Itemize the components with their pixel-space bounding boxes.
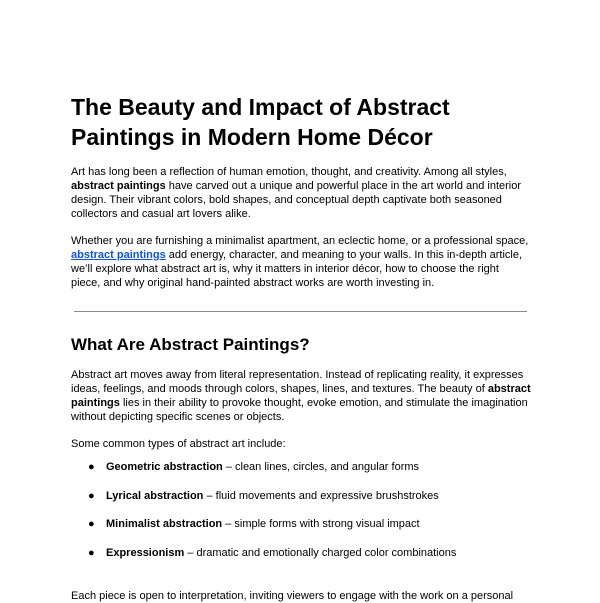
list-item <box>71 489 531 518</box>
bullet-icon: ● <box>88 489 95 502</box>
article-title: The Beauty and Impact of Abstract Paintings in Modern Home Décor <box>71 94 450 150</box>
abstract-types-list <box>71 460 531 574</box>
section-paragraph-1 <box>71 368 531 424</box>
intro-p1-bold-term: abstract paintings <box>71 180 166 192</box>
list-item-term: Expressionism <box>106 546 185 559</box>
intro-p1-text-start: Art has long been a reflection of human emotion, thought, and creativity. Among all styles, <box>71 166 507 178</box>
bullet-icon: ● <box>88 461 95 473</box>
bullet-icon: ● <box>88 518 95 530</box>
intro-p2-text-end: add energy, character, and meaning to your walls. In this in-depth article, we’ll explore what abstract art is, why it matters in interior décor, how to choose the right piece, and why original hand-painted abstract works are worth investing in. <box>71 249 523 289</box>
list-item-term: Lyrical abstraction <box>106 489 204 502</box>
intro-paragraph-2 <box>71 234 531 290</box>
list-item-term: Minimalist abstraction <box>106 518 223 530</box>
list-item-term: Geometric abstraction <box>106 461 223 473</box>
list-item <box>71 460 531 489</box>
intro-p1-text-end: have carved out a unique and powerful place in the art world and interior design. Their vibrant colors, bold shapes, and conceptual depth captivate both seasoned collectors and casual art lovers alike. <box>71 180 522 220</box>
list-item <box>71 546 531 575</box>
intro-p2-text-start: Whether you are furnishing a minimalist apartment, an eclectic home, or a professional space, <box>71 235 529 247</box>
intro-paragraph-1 <box>71 165 531 221</box>
section-p1-text-start: Abstract art moves away from literal representation. Instead of replicating reality, it expresses ideas, feelings, and moods through colors, shapes, lines, and textures. The beauty of <box>71 369 524 395</box>
list-item-desc: – simple forms with strong visual impact <box>222 518 420 530</box>
section-paragraph-2: Some common types of abstract art include: <box>71 438 286 450</box>
section-paragraph-3: Each piece is open to interpretation, inviting viewers to engage with the work on a personal <box>71 590 514 602</box>
section-p1-bold-term: abstract paintings <box>71 383 531 409</box>
section-heading: What Are Abstract Paintings? <box>71 335 310 354</box>
section-divider <box>74 311 527 312</box>
abstract-paintings-link[interactable]: abstract paintings <box>71 249 166 261</box>
bullet-icon: ● <box>88 546 95 559</box>
list-item-desc: – dramatic and emotionally charged color combinations <box>184 546 457 559</box>
list-item-desc: – fluid movements and expressive brushstrokes <box>203 489 439 502</box>
list-item-desc: – clean lines, circles, and angular forms <box>222 461 420 473</box>
list-item <box>71 517 531 546</box>
section-p1-text-end: lies in their ability to provoke thought, evoke emotion, and stimulate the imagination without depicting specific scenes or objects. <box>71 397 528 423</box>
